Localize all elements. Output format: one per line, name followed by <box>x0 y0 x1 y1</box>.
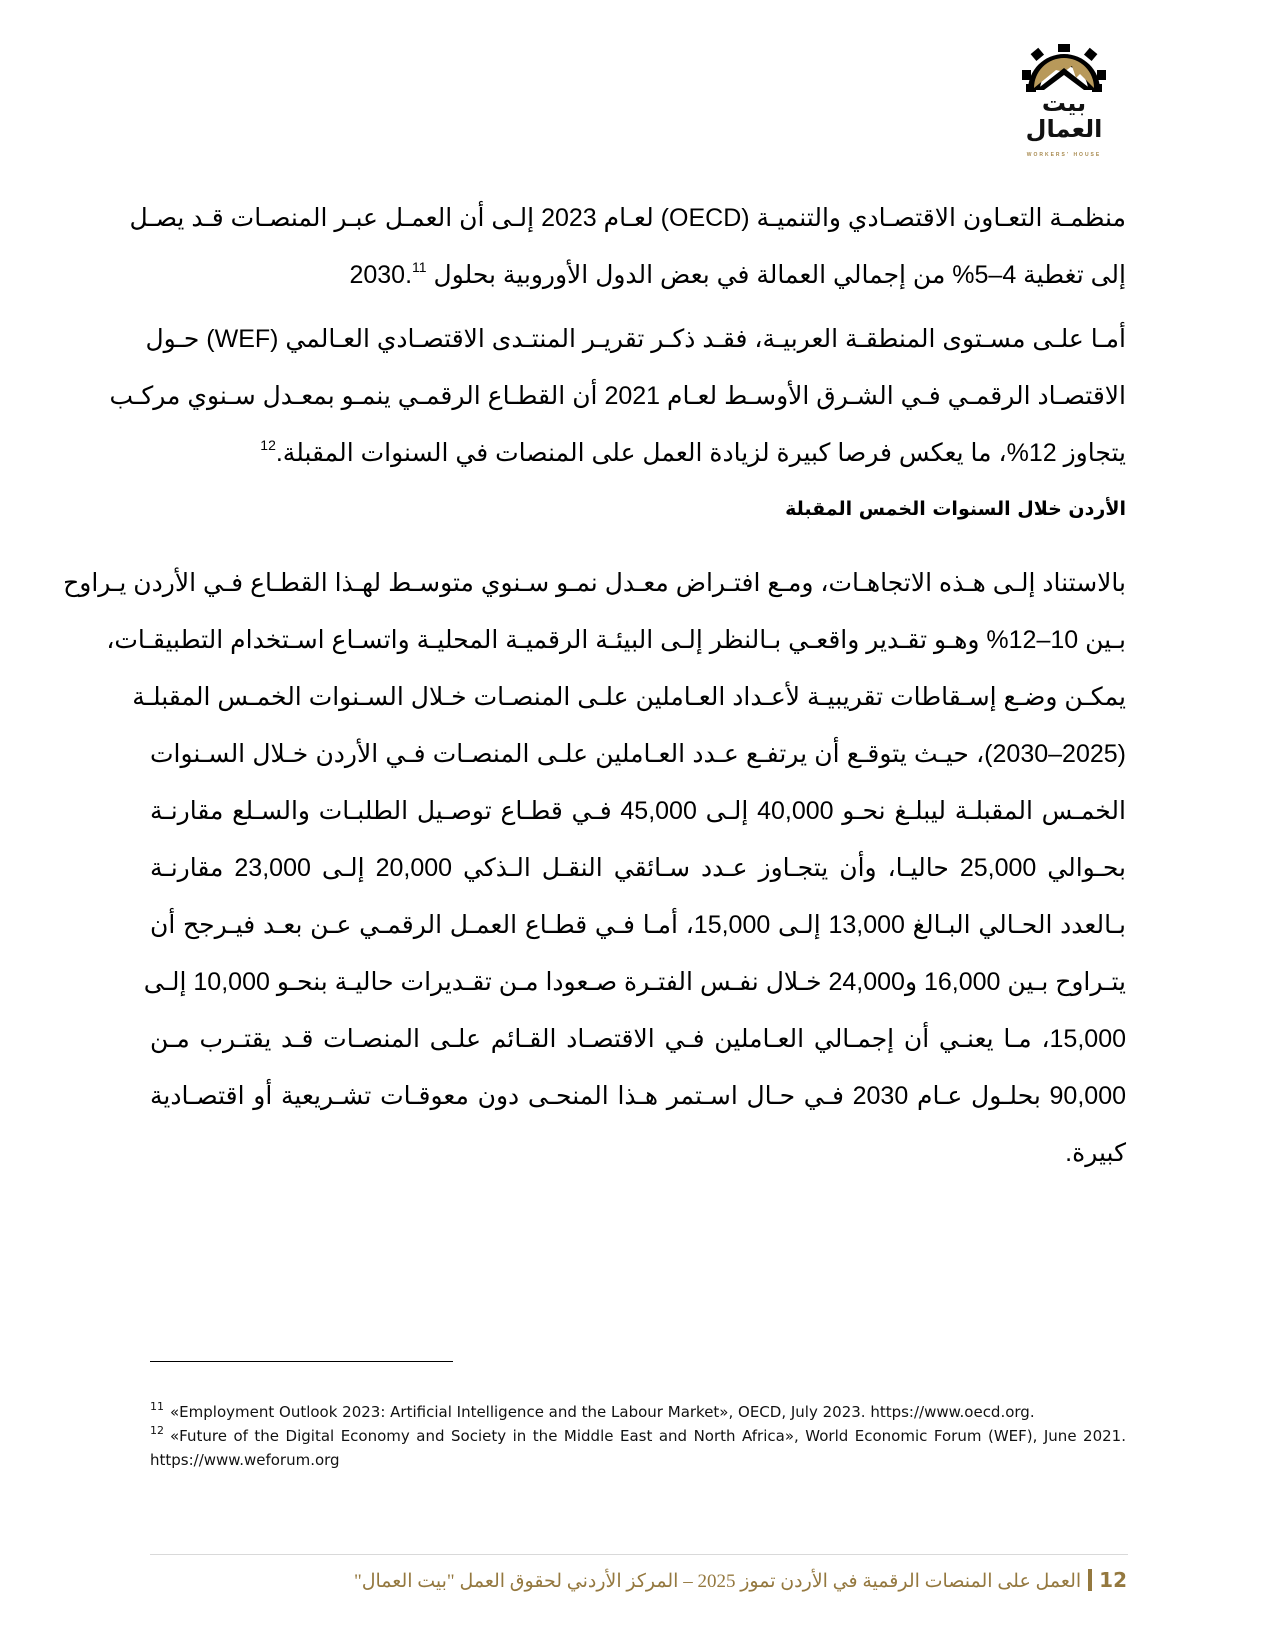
paragraph-wef <box>109 311 1126 482</box>
text-line: 90,000 بحلـول عـام 2030 فـي حـال اسـتمر هـذا المنحـى دون معوقـات تشـريعية أو اقتصـادية <box>150 1082 1126 1110</box>
section-heading: الأردن خلال السنوات الخمس المقبلة <box>785 498 1126 520</box>
page-number: 12 <box>1099 1568 1127 1592</box>
text-line: كبيرة. <box>1065 1139 1126 1167</box>
paragraph-jordan-projections <box>63 555 1126 1182</box>
footnote-number: 11 <box>150 1400 164 1413</box>
footnote-separator <box>150 1361 453 1362</box>
text-line: بـالعدد الحـالي البـالغ 13,000 إلـى 15,000، أمـا فـي قطـاع العمـل الرقمـي عـن بعـد فيـرجح أن <box>150 911 1126 939</box>
page-footer <box>354 1565 1127 1597</box>
text-line: بالاستناد إلـى هـذه الاتجاهـات، ومـع افتـراض معـدل نمـو سـنوي متوسـط لهـذا القطـاع فـي الأردن يـراوح <box>63 569 1126 597</box>
text-line <box>150 425 1126 482</box>
gear-house-icon <box>1018 44 1110 92</box>
footer-text: العمل على المنصات الرقمية في الأردن تموز 2025 – المركز الأردني لحقوق العمل "بيت العمال" <box>353 1571 1082 1592</box>
logo-arabic-line2: العمال <box>1025 115 1103 143</box>
text-line-content: إلى تغطية 4–5% من إجمالي العمالة في بعض الدول الأوروبية بحلول 2030. <box>349 261 1126 289</box>
footnote-number: 12 <box>150 1424 164 1437</box>
footnote-text: «Employment Outlook 2023: Artificial Intelligence and the Labour Market», OECD, July 2023. https://www.oecd.org. <box>170 1403 1035 1421</box>
footnote-ref-11[interactable]: 11 <box>412 258 427 275</box>
document-body <box>63 190 1126 1189</box>
text-line: يتـراوح بـين 16,000 و24,000 خـلال نفـس الفتـرة صـعودا مـن تقـديرات حاليـة بنحـو 10,000 إلـى <box>143 968 1126 996</box>
footnote-text: «Future of the Digital Economy and Society in the Middle East and North Africa», World Economic Forum (WEF), June 2021. https://www.weforum.org <box>150 1427 1126 1469</box>
logo-arabic-line1: بيت <box>1041 89 1087 117</box>
text-line-content: يتجاوز 12%، ما يعكس فرصا كبيرة لزيادة العمل على المنصات في السنوات المقبلة. <box>275 439 1126 467</box>
text-line: بحـوالي 25,000 حاليـا، وأن يتجـاوز عـدد سـائقي النقـل الـذكي 20,000 إلـى 23,000 مقارنـة <box>150 854 1126 882</box>
text-line: (2025–2030)، حيـث يتوقـع أن يرتفـع عـدد العـاملين علـى المنصـات فـي الأردن خـلال السـنوات <box>150 740 1126 768</box>
footnotes <box>150 1400 1126 1472</box>
footnote-12 <box>150 1424 1126 1472</box>
text-line: أمـا علـى مسـتوى المنطقـة العربيـة، فقـد ذكـر تقريـر المنتـدى الاقتصـادي العـالمي (WEF) حـول <box>145 325 1126 353</box>
text-line: الاقتصـاد الرقمـي فـي الشـرق الأوسـط لعـام 2021 أن القطـاع الرقمـي ينمـو بمعـدل سـنوي مركـب <box>109 382 1126 410</box>
footer-separator <box>150 1554 1128 1555</box>
text-line: منظمـة التعـاون الاقتصـادي والتنميـة (OECD) لعـام 2023 إلـى أن العمـل عبـر المنصـات قـد يصـل <box>129 204 1126 232</box>
logo-english-tagline: WORKERS' HOUSE <box>1026 152 1102 158</box>
footnote-11 <box>150 1400 1126 1424</box>
text-line: 15,000، مـا يعنـي أن إجمـالي العـاملين فـي الاقتصـاد القـائم علـى المنصـات قـد يقتـرب مـن <box>150 1025 1126 1053</box>
text-line: يمكـن وضـع إسـقاطات تقريبيـة لأعـداد العـاملين علـى المنصـات خـلال السـنوات الخمـس المقبلـة <box>132 683 1126 711</box>
paragraph-oecd <box>129 190 1126 304</box>
text-line <box>150 247 1126 304</box>
workers-house-logo <box>1018 44 1110 164</box>
text-line: بـين 10–12% وهـو تقـدير واقعـي بـالنظر إلـى البيئـة الرقميـة المحليـة واتسـاع اسـتخدام التطبيقـات، <box>106 626 1126 654</box>
text-line: الخمـس المقبلـة ليبلـغ نحـو 40,000 إلـى 45,000 فـي قطـاع توصـيل الطلبـات والسـلع مقارنـة <box>150 797 1126 825</box>
footer-divider <box>1088 1569 1092 1591</box>
footnote-ref-12[interactable]: 12 <box>260 436 276 453</box>
